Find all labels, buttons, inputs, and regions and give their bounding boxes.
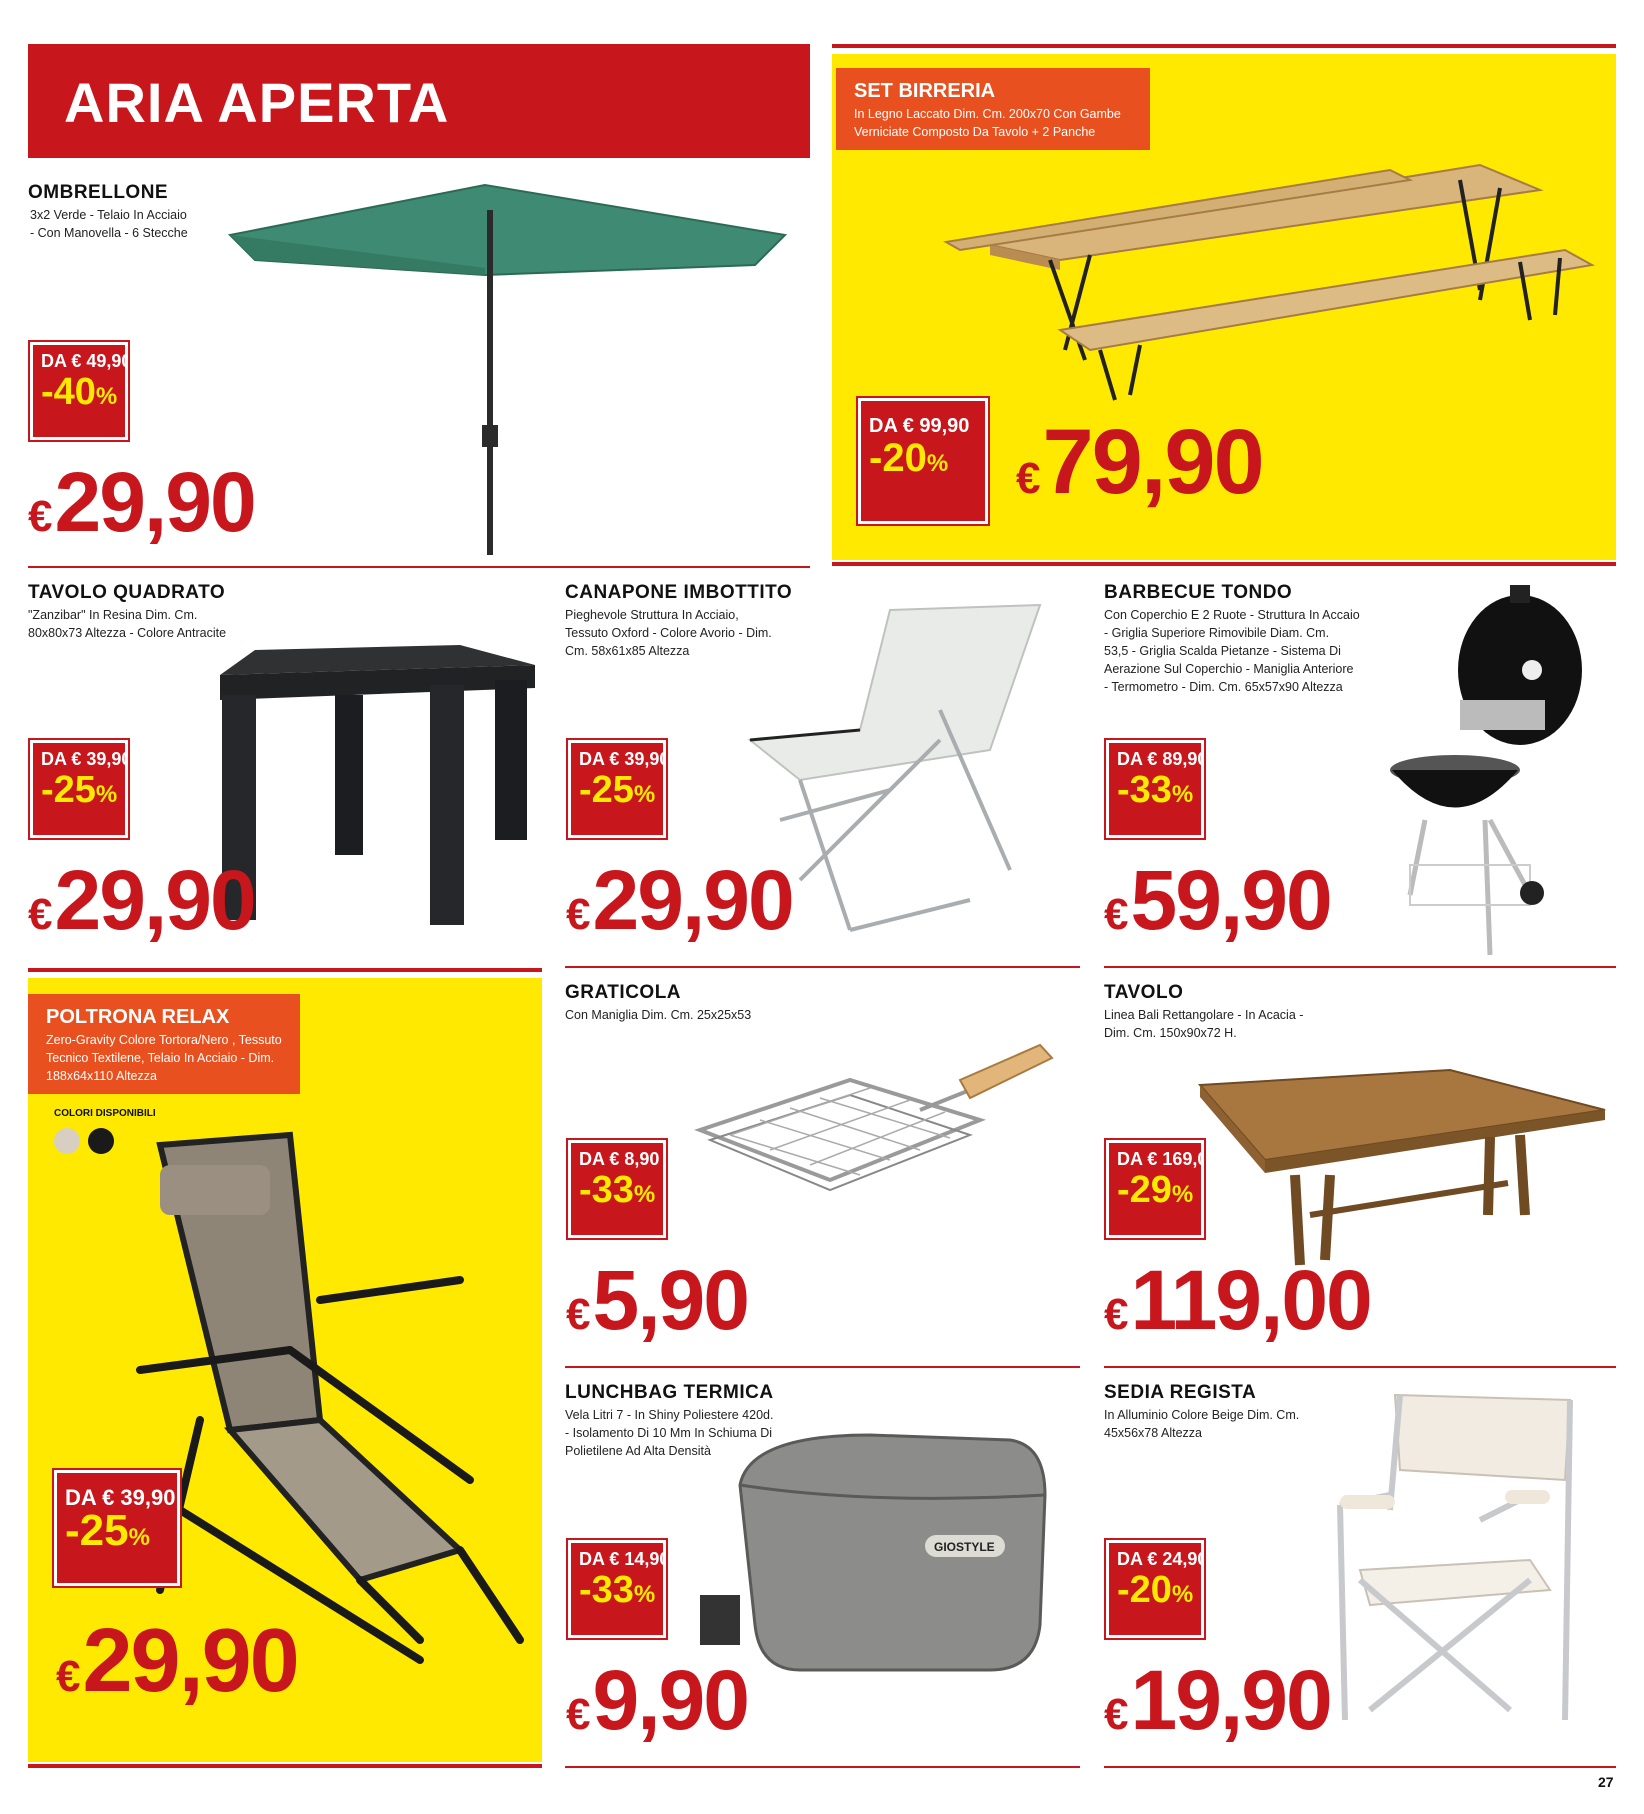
previous-price: DA € 39,90	[41, 749, 132, 769]
previous-price: DA € 49,90	[41, 351, 132, 371]
price	[1016, 410, 1263, 515]
product-title: SET BIRRERIA	[854, 80, 996, 102]
bottom-rule	[832, 562, 1616, 566]
previous-price: DA € 169,00	[1117, 1149, 1218, 1169]
top-rule	[28, 968, 542, 972]
percent-sign: %	[633, 781, 656, 808]
percent-sign: %	[128, 1524, 150, 1551]
product-title: LUNCHBAG TERMICA	[565, 1382, 774, 1403]
price	[1104, 1252, 1371, 1349]
product-desc	[1104, 606, 1360, 696]
currency: €	[28, 890, 51, 939]
percent-sign: %	[1171, 1581, 1194, 1608]
previous-price: DA € 99,90	[869, 415, 970, 437]
previous-price: DA € 39,90	[579, 749, 670, 769]
product-title: POLTRONA RELAX	[46, 1006, 230, 1028]
price-value: 29,90	[82, 1611, 298, 1711]
desc-line: Zero-Gravity Colore Tortora/Nero , Tessuto	[46, 1033, 282, 1047]
product-title: TAVOLO QUADRATO	[28, 582, 226, 603]
price	[1104, 1652, 1331, 1749]
percent-sign: %	[1171, 781, 1194, 808]
discount-badge	[568, 1140, 666, 1238]
desc-line: "Zanzibar" In Resina Dim. Cm.	[28, 608, 198, 622]
desc-line: Aerazione Sul Coperchio - Maniglia Anteriore	[1104, 662, 1354, 676]
desc-line: 3x2 Verde - Telaio In Acciaio	[30, 208, 187, 222]
discount-badge	[858, 398, 988, 524]
currency: €	[566, 890, 589, 939]
price	[1104, 852, 1331, 949]
bottom-rule	[28, 1764, 542, 1768]
section-header	[28, 44, 810, 158]
discount-badge	[1106, 740, 1208, 838]
product-desc	[1104, 1406, 1299, 1442]
discount-value: -20	[1117, 1569, 1172, 1611]
desc-line: Linea Bali Rettangolare - In Acacia -	[1104, 1008, 1304, 1022]
price-value: 29,90	[54, 853, 255, 947]
price-value: 59,90	[1130, 853, 1331, 947]
brand-logo: GIOSTYLE	[934, 1540, 995, 1554]
currency: €	[1104, 890, 1127, 939]
desc-line: Polietilene Ad Alta Densità	[565, 1444, 711, 1458]
desc-line: Tessuto Oxford - Colore Avorio - Dim.	[565, 626, 772, 640]
swatch-black	[88, 1128, 114, 1154]
divider	[1104, 1766, 1616, 1768]
discount-value: -25	[65, 1506, 129, 1555]
currency: €	[1104, 1290, 1127, 1339]
price	[28, 454, 255, 551]
percent-sign: %	[95, 781, 118, 808]
discount-badge	[30, 740, 132, 838]
page-number: 27	[1598, 1774, 1614, 1790]
desc-line: - Termometro - Dim. Cm. 65x57x90 Altezza	[1104, 680, 1343, 694]
product-desc	[28, 1031, 300, 1093]
product-title: GRATICOLA	[565, 982, 682, 1003]
divider	[565, 966, 1080, 968]
product-desc	[836, 105, 1150, 149]
price-value: 29,90	[592, 853, 793, 947]
acacia-table-image	[1190, 1065, 1610, 1280]
desc-line: In Legno Laccato Dim. Cm. 200x70 Con Gambe	[854, 107, 1121, 121]
discount-badge	[568, 1540, 670, 1638]
percent-sign: %	[95, 383, 118, 410]
product-title: BARBECUE TONDO	[1104, 582, 1293, 603]
desc-line: Tecnico Textilene, Telaio In Acciaio - Dim.	[46, 1051, 275, 1065]
square-table-image	[210, 640, 540, 930]
discount-value: -20	[869, 436, 927, 480]
product-desc	[28, 606, 226, 642]
divider	[1104, 966, 1616, 968]
price-value: 119,00	[1130, 1253, 1371, 1347]
currency: €	[56, 1652, 79, 1701]
price-value: 29,90	[54, 455, 255, 549]
product-desc	[1104, 1006, 1303, 1042]
price-value: 9,90	[592, 1653, 748, 1747]
discount-badge	[30, 342, 132, 440]
previous-price: DA € 24,90	[1117, 1549, 1208, 1569]
poltrona-tag	[28, 994, 300, 1094]
desc-line: Vela Litri 7 - In Shiny Poliestere 420d.	[565, 1408, 774, 1422]
currency: €	[28, 492, 51, 541]
desc-line: 80x80x73 Altezza - Colore Antracite	[28, 626, 227, 640]
price	[566, 1652, 748, 1749]
desc-line: 53,5 - Griglia Scalda Pietanze - Sistema Di	[1104, 644, 1341, 658]
discount-badge	[54, 1470, 180, 1586]
colors-label: COLORI DISPONIBILI	[54, 1108, 156, 1119]
currency: €	[566, 1290, 589, 1339]
price	[566, 1252, 748, 1349]
desc-line: - Griglia Superiore Rimovibile Diam. Cm.	[1104, 626, 1330, 640]
beer-set-image	[940, 150, 1600, 410]
director-chair-image	[1320, 1390, 1590, 1740]
discount-value: -29	[1117, 1169, 1172, 1211]
desc-line: - Con Manovella - 6 Stecche	[30, 226, 188, 240]
desc-line: Pieghevole Struttura In Acciaio,	[565, 608, 739, 622]
barbecue-image	[1380, 585, 1600, 965]
price	[566, 852, 793, 949]
umbrella-image	[195, 180, 795, 560]
percent-sign: %	[633, 1181, 656, 1208]
discount-value: -33	[1117, 769, 1172, 811]
section-title: ARIA APERTA	[64, 71, 450, 134]
currency: €	[1016, 454, 1039, 503]
currency: €	[1104, 1690, 1127, 1739]
discount-value: -25	[579, 769, 634, 811]
price	[28, 852, 255, 949]
percent-sign: %	[633, 1581, 656, 1608]
top-rule	[832, 44, 1616, 48]
percent-sign: %	[1171, 1181, 1194, 1208]
percent-sign: %	[926, 450, 949, 477]
discount-value: -33	[579, 1569, 634, 1611]
price-value: 79,90	[1042, 411, 1263, 513]
divider	[565, 1766, 1080, 1768]
product-title: SEDIA REGISTA	[1104, 1382, 1257, 1403]
relax-chair-image	[120, 1120, 540, 1680]
product-title: OMBRELLONE	[28, 182, 169, 203]
desc-line: Con Maniglia Dim. Cm. 25x25x53	[565, 1008, 752, 1022]
product-desc	[30, 206, 188, 242]
product-title: CANAPONE IMBOTTITO	[565, 582, 793, 603]
discount-badge	[1106, 1140, 1218, 1238]
desc-line: Cm. 58x61x85 Altezza	[565, 644, 690, 658]
previous-price: DA € 14,90	[579, 1549, 670, 1569]
divider	[565, 1366, 1080, 1368]
product-desc	[565, 1006, 751, 1024]
previous-price: DA € 89,90	[1117, 749, 1208, 769]
product-title: TAVOLO	[1104, 982, 1184, 1003]
discount-badge	[1106, 1540, 1208, 1638]
discount-value: -40	[41, 371, 96, 413]
desc-line: Con Coperchio E 2 Ruote - Struttura In Accaio	[1104, 608, 1360, 622]
grill-basket-image	[690, 1040, 1060, 1270]
divider	[1104, 1366, 1616, 1368]
currency: €	[566, 1690, 589, 1739]
discount-value: -33	[579, 1169, 634, 1211]
desc-line: 188x64x110 Altezza	[46, 1069, 157, 1083]
price-value: 5,90	[592, 1253, 748, 1347]
desc-line: In Alluminio Colore Beige Dim. Cm.	[1104, 1408, 1300, 1422]
desc-line: - Isolamento Di 10 Mm In Schiuma Di	[565, 1426, 773, 1440]
price-value: 19,90	[1130, 1653, 1331, 1747]
desc-line: Dim. Cm. 150x90x72 H.	[1104, 1026, 1237, 1040]
discount-value: -25	[41, 769, 96, 811]
price	[56, 1610, 298, 1713]
set-birreria-tag	[836, 68, 1150, 150]
divider	[28, 566, 810, 568]
desc-line: 45x56x78 Altezza	[1104, 1426, 1202, 1440]
cooler-bag-image	[690, 1425, 1060, 1685]
previous-price: DA € 8,90	[579, 1149, 660, 1169]
previous-price: DA € 39,90	[65, 1485, 176, 1510]
discount-badge	[568, 740, 670, 838]
desc-line: Verniciate Composto Da Tavolo + 2 Panche	[854, 125, 1096, 139]
swatch-beige	[54, 1128, 80, 1154]
